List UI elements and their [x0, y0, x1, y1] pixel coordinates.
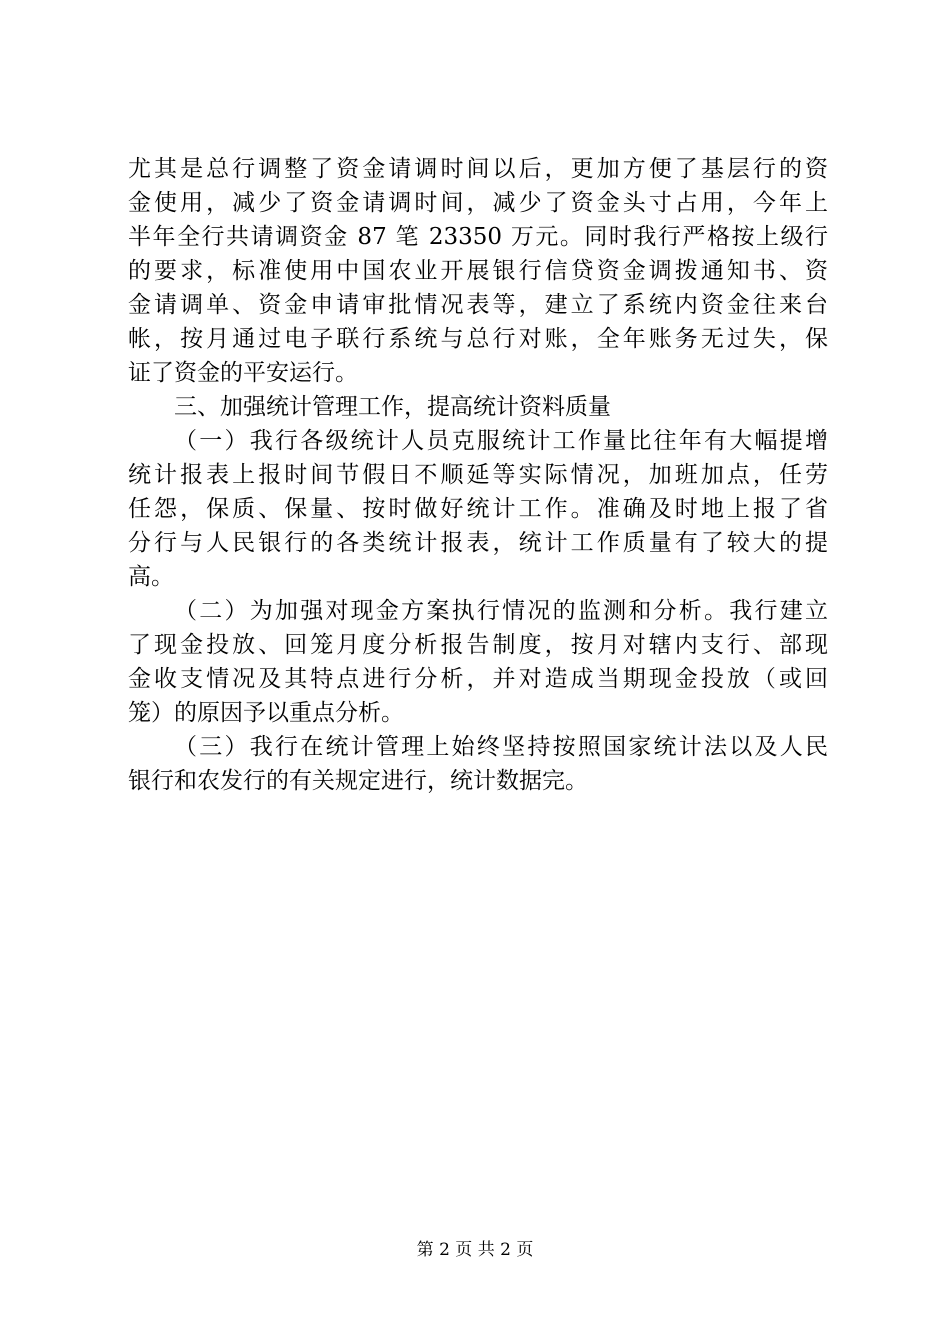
- text-line: 的要求，标准使用中国农业开展银行信贷资金调拨通知书、资: [128, 258, 828, 284]
- text-line: 统计报表上报时间节假日不顺延等实际情况，加班加点，任劳: [128, 462, 828, 488]
- text-line: 了现金投放、回笼月度分析报告制度，按月对辖内支行、部现: [128, 632, 828, 658]
- text-line: 证了资金的平安运行。: [128, 360, 358, 386]
- text-line: 半年全行共请调资金 87 笔 23350 万元。同时我行严格按上级行: [128, 224, 828, 250]
- text-line: 尤其是总行调整了资金请调时间以后，更加方便了基层行的资: [128, 156, 828, 182]
- text-line: 帐，按月通过电子联行系统与总行对账，全年账务无过失，保: [128, 326, 828, 352]
- text-line: 高。: [128, 564, 174, 590]
- text-line: （二）为加强对现金方案执行情况的监测和分析。我行建立: [174, 598, 828, 624]
- text-line: 银行和农发行的有关规定进行，统计数据完。: [128, 768, 588, 794]
- text-line: 金使用，减少了资金请调时间，减少了资金头寸占用，今年上: [128, 190, 828, 216]
- text-line: 金收支情况及其特点进行分析，并对造成当期现金投放（或回: [128, 666, 828, 692]
- text-line: 任怨，保质、保量、按时做好统计工作。准确及时地上报了省: [128, 496, 828, 522]
- body-text: [128, 152, 828, 798]
- text-line: （一）我行各级统计人员克服统计工作量比往年有大幅提增: [174, 428, 828, 454]
- text-line: 金请调单、资金申请审批情况表等，建立了系统内资金往来台: [128, 292, 828, 318]
- page-footer: 第 2 页 共 2 页: [416, 1240, 534, 1260]
- text-line: （三）我行在统计管理上始终坚持按照国家统计法以及人民: [174, 734, 828, 760]
- text-line: 笼）的原因予以重点分析。: [128, 700, 404, 726]
- text-line: 分行与人民银行的各类统计报表，统计工作质量有了较大的提: [128, 530, 828, 556]
- section-heading: 三、加强统计管理工作，提高统计资料质量: [174, 394, 611, 420]
